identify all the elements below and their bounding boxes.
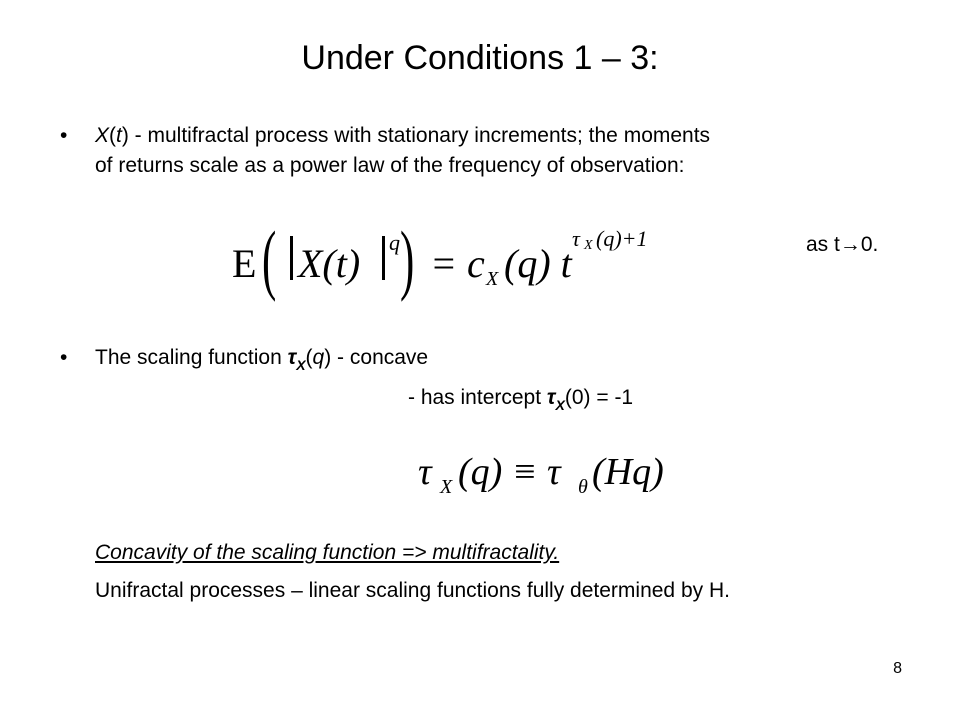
- bullet1-line1: [95, 121, 710, 151]
- bullet2-q: q: [312, 346, 325, 369]
- slide-title: Under Conditions 1 – 3:: [301, 39, 659, 77]
- eq1-abs-right: [382, 236, 385, 280]
- eq2-hq: (Hq): [592, 451, 664, 493]
- bullet2-line2-tau: τ: [546, 386, 556, 409]
- bullet2-line2-prefix: - has intercept: [408, 386, 547, 409]
- bullet2-line2: [408, 383, 633, 420]
- eq1-exp-rest: (q)+1: [596, 226, 648, 251]
- eq1-exp-tau-sub: X: [584, 238, 593, 253]
- bullet1-X: X: [95, 124, 110, 147]
- eq2-theta: θ: [578, 476, 588, 498]
- bullet2-tau-sub: X: [296, 357, 306, 373]
- bullet1-t: t: [116, 124, 122, 147]
- bullet1-rest: ) - multifractal process with stationary increments; the moments: [121, 124, 711, 147]
- concavity-note: Concavity of the scaling function => multifractality.: [95, 541, 560, 564]
- eq1-limit-note: as t→0.: [806, 233, 879, 256]
- eq2-tau-sub: X: [440, 476, 453, 498]
- bullet2-line1: [95, 343, 428, 380]
- eq1-right-paren: ): [400, 215, 415, 302]
- bullet-marker: •: [60, 346, 68, 369]
- bullet2-suffix: ) - concave: [324, 346, 429, 369]
- eq1-exp-tau: τ: [572, 226, 580, 251]
- eq1-left-paren: (: [262, 215, 277, 302]
- eq1-E: E: [232, 241, 257, 286]
- eq1-abs-left: [290, 236, 293, 280]
- bullet2-tau: τ: [287, 346, 297, 369]
- bullet1-paren: (: [109, 124, 117, 147]
- bullet2-line2-sub: X: [555, 397, 565, 413]
- bullet-marker: •: [60, 124, 68, 147]
- bullet2-prefix: The scaling function: [95, 346, 288, 369]
- bullet2-paren: (: [305, 346, 313, 369]
- eq1-q-exponent: q: [389, 230, 400, 255]
- page-number: 8: [893, 660, 902, 677]
- eq1-c-subscript: X: [486, 268, 499, 290]
- eq1-Xt: X(t): [298, 241, 361, 286]
- eq1-q-t: (q) t: [504, 241, 572, 286]
- bullet1-line2: of returns scale as a power law of the frequency of observation:: [95, 154, 685, 177]
- eq2-tau: τ: [418, 451, 432, 493]
- bullet2-line2-suffix: (0) = -1: [564, 386, 634, 409]
- scaling-function-equation: [418, 450, 678, 500]
- eq1-equals-c: = c: [430, 241, 485, 286]
- unifractal-note: Unifractal processes – linear scaling functions fully determined by H.: [95, 579, 730, 602]
- eq2-q-equiv: (q) ≡ τ: [458, 451, 561, 493]
- moment-scaling-equation: [232, 215, 672, 302]
